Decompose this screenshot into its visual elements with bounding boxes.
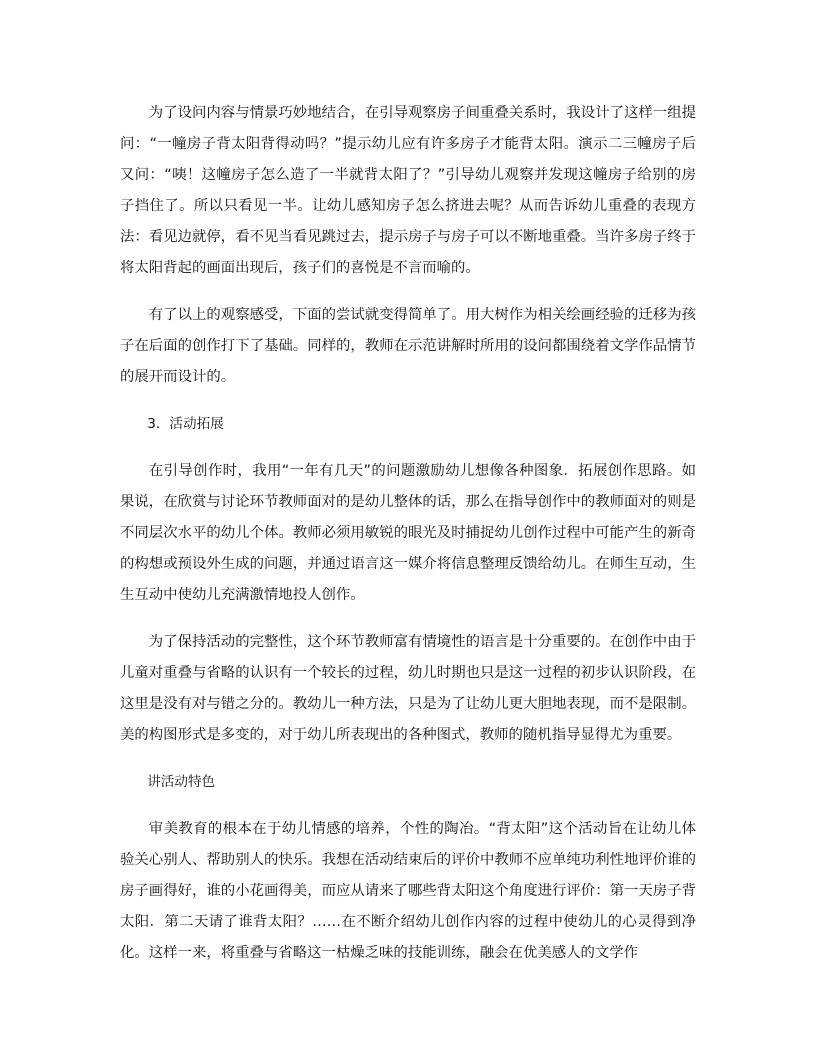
section-heading-activity-features: 讲活动特色 [147,774,216,790]
paragraph-guided-creation: 在引导创作时，我用“一年有几天”的问题激励幼儿想像各种图象．拓展创作思路。如果说，在欣赏与讨论环节教师面对的是幼儿整体的话，那么在指导创作中的教师面对的则是不同层次水平的幼儿个体。教师必须用敏锐的眼光及时捕捉幼儿创作过程中可能产生的新奇的构想或预设外生成的问题，并通过语言这一媒介将信息整理反馈给幼儿。在师生互动，生生互动中使幼儿充满激情地投人创作。 [120,463,696,603]
section-heading-activity-extension: 3．活动拓展 [147,416,224,432]
paragraph-questions-design: 为了设问内容与情景巧妙地结合，在引导观察房子间重叠关系时，我设计了这样一组提问：“一幢房子背太阳背得动吗？”提示幼儿应有许多房子才能背太阳。演示二三幢房子后又问：“咦！这幢房子怎么造了一半就背太阳了？”引导幼儿观察并发现这幢房子给别的房子挡住了。所以只看见一半。让幼儿感知房子怎么挤进去呢？从而告诉幼儿重叠的表现方法：看见边就停，看不见当看见跳过去，提示房子与房子可以不断地重叠。当许多房子终于将太阳背起的画面出现后，孩子们的喜悦是不言而喻的。 [120,105,696,276]
paragraph-activity-integrity: 为了保持活动的完整性，这个环节教师富有情境性的语言是十分重要的。在创作中由于儿童对重叠与省略的认识有一个较长的过程，幼儿时期也只是这一过程的初步认识阶段，在这里是没有对与错之分的。教幼儿一种方法，只是为了让幼儿更大胆地表现，而不是限制。美的构图形式是多变的，对于幼儿所表现出的各种图式，教师的随机指导显得尤为重要。 [120,634,696,743]
paragraph-observation-result: 有了以上的观察感受，下面的尝试就变得简单了。用大树作为相关绘画经验的迁移为孩子在后面的创作打下了基础。同样的，教师在示范讲解时所用的设问都围绕着文学作品情节的展开而设计的。 [120,307,696,385]
document-page [120,98,696,985]
paragraph-aesthetic-education: 审美教育的根本在于幼儿情感的培养，个性的陶冶。“背太阳”这个活动旨在让幼儿体验关心别人、帮助别人的快乐。我想在活动结束后的评价中教师不应单纯功利性地评价谁的房子画得好，谁的小花画得美，而应从请来了哪些背太阳这个角度进行评价：第一天房子背太阳．第二天请了谁背太阳？……在不断介绍幼儿创作内容的过程中使幼儿的心灵得到净化。这样一来，将重叠与省略这一枯燥乏味的技能训练，融会在优美感人的文学作 [120,821,696,961]
